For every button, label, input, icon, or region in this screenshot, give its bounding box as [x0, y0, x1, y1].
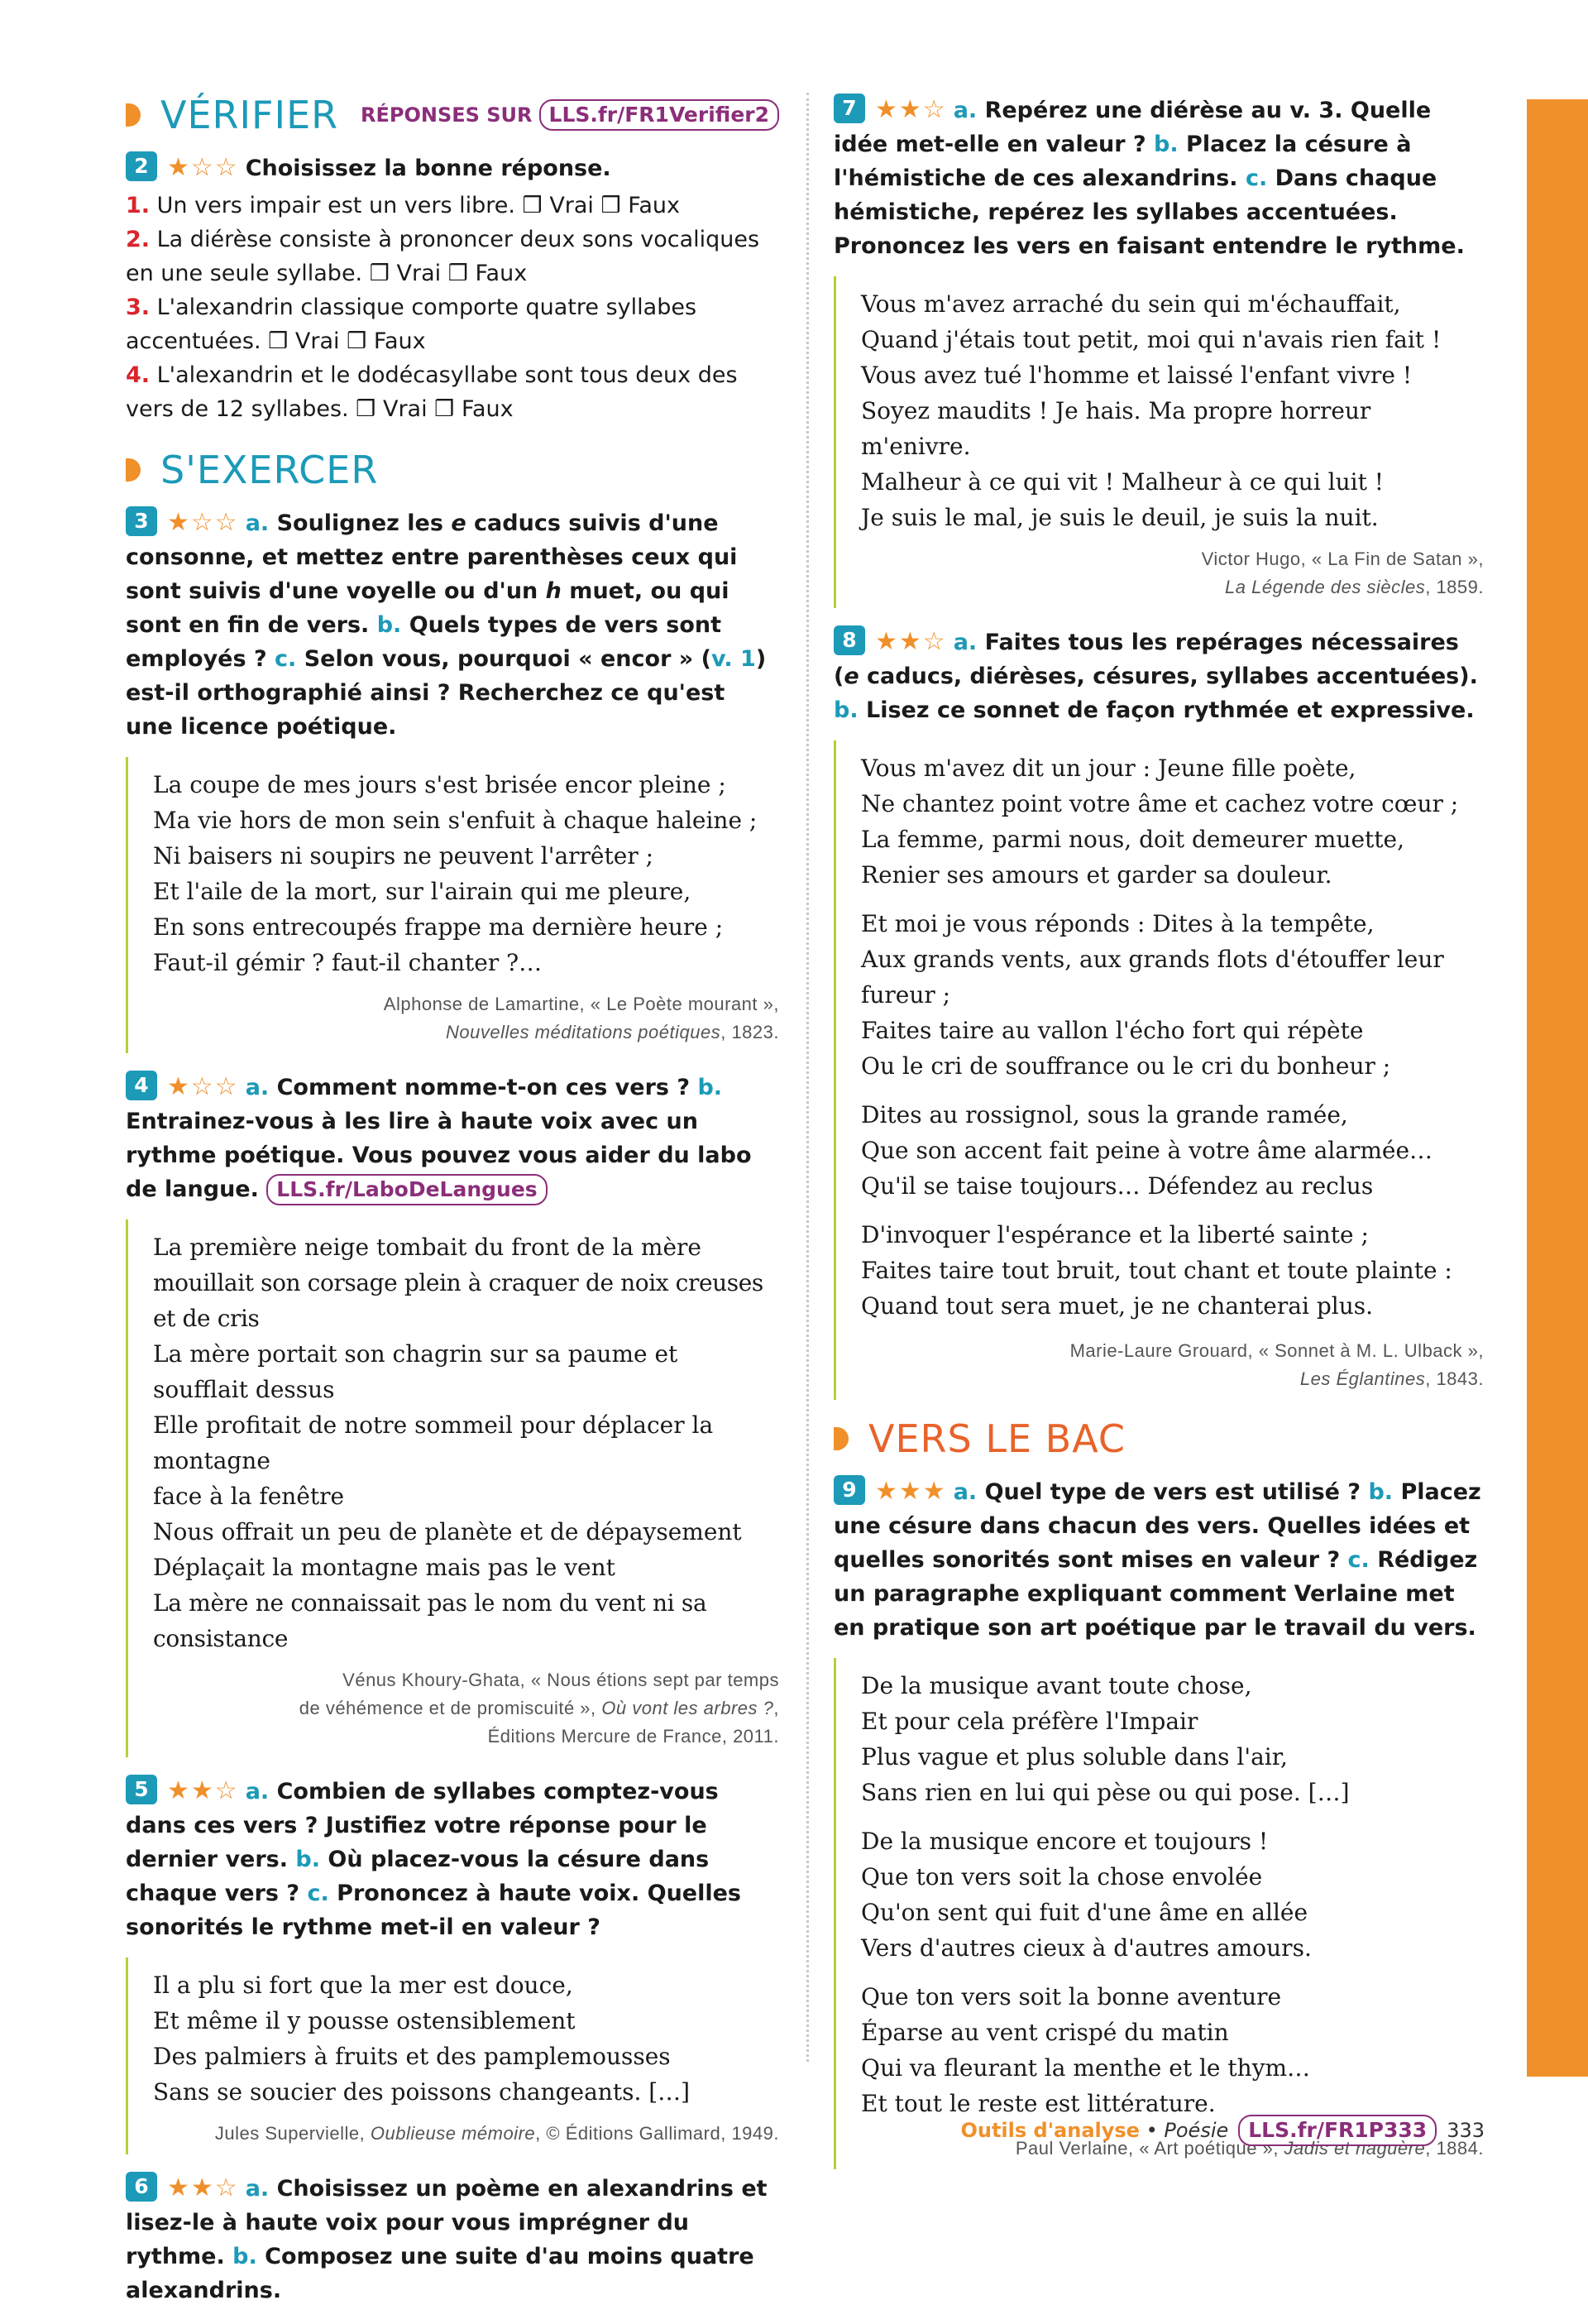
- verse-line: Qu'on sent qui fuit d'une âme en allée: [861, 1899, 1308, 1926]
- verse-line: Ma vie hors de mon sein s'enfuit à chaque haleine ;: [153, 807, 758, 834]
- verse-line: Éparse au vent crispé du matin: [861, 2019, 1229, 2046]
- verse-line: Plus vague et plus soluble dans l'air,: [861, 1743, 1288, 1771]
- verse-line: Quand tout sera muet, je ne chanterai plus.: [861, 1292, 1373, 1320]
- right-column: [834, 93, 1484, 2186]
- stanza: [861, 906, 1484, 1084]
- poem-excerpt: [126, 1957, 779, 2154]
- poem-excerpt: [834, 276, 1484, 608]
- exercise-5: [126, 1774, 779, 2154]
- column-divider: [806, 93, 809, 2062]
- verse-line: Soyez maudits ! Je hais. Ma propre horreur m'enivre.: [861, 397, 1371, 460]
- verse-line: Déplaçait la montagne mais pas le vent: [153, 1554, 615, 1581]
- verse-line: Malheur à ce qui vit ! Malheur à ce qui luit !: [861, 468, 1385, 496]
- poem-excerpt: [126, 1220, 779, 1757]
- stanza: [861, 1097, 1484, 1204]
- section-title-exercer: S'EXERCER: [160, 448, 379, 492]
- verse-line: Faites taire au vallon l'écho fort qui répète: [861, 1017, 1364, 1044]
- difficulty-stars-icon: ★☆☆: [167, 508, 239, 537]
- footer-page-link[interactable]: LLS.fr/FR1P333: [1238, 2115, 1437, 2146]
- verse-line: La femme, parmi nous, doit demeurer muette,: [861, 826, 1405, 853]
- poem-source: Alphonse de Lamartine, « Le Poète mourant », Nouvelles méditations poétiques, 1823.: [383, 994, 779, 1042]
- poem-excerpt: [834, 1658, 1484, 2169]
- exercise-number: 4: [126, 1071, 157, 1100]
- verse-line: Dites au rossignol, sous la grande ramée,: [861, 1101, 1348, 1128]
- exercise-6: [126, 2171, 779, 2307]
- exercise-number: 8: [834, 625, 865, 655]
- exercise-number: 9: [834, 1475, 865, 1505]
- exercise-number: 6: [126, 2172, 157, 2202]
- exercise-8: [834, 625, 1484, 1400]
- page-footer: [960, 2115, 1485, 2146]
- poem-source: Marie-Laure Grouard, « Sonnet à M. L. Ulback », Les Églantines, 1843.: [1069, 1340, 1484, 1389]
- verse-line: Sans se soucier des poissons changeants. […]: [153, 2078, 691, 2106]
- verse-line: Ne chantez point votre âme et cachez votre cœur ;: [861, 790, 1459, 817]
- exercise-instruction: 3 ★☆☆ a. Soulignez les e caducs suivis d'une consonne, et mettez entre parenthèses ceux qui sont suivis d'une voyelle ou d'un h muet, ou qui sont en fin de vers. b. Quels types de vers sont employés ? c. Selon vous, pourquoi « encor » (v. 1) est-il orthographié ainsi ? Recherchez ce qu'est une licence poétique.: [126, 508, 767, 740]
- verse-line: Que ton vers soit la bonne aventure: [861, 1983, 1282, 2010]
- verse-line: Renier ses amours et garder sa douleur.: [861, 861, 1332, 889]
- verse-line: Il a plu si fort que la mer est douce,: [153, 1972, 573, 1999]
- stanza: [861, 750, 1484, 893]
- exercise-instruction: 8 ★★☆ a. Faites tous les repérages nécessaires (e caducs, diérèses, césures, syllabes accentuées). b. Lisez ce sonnet de façon rythmée et expressive.: [834, 627, 1478, 723]
- section-verifier-header: [126, 93, 779, 137]
- exercise-3: [126, 506, 779, 1053]
- verse-line: Ni baisers ni soupirs ne peuvent l'arrêter ;: [153, 842, 654, 870]
- left-column: [126, 93, 779, 2324]
- list-item: 2. La diérèse consiste à prononcer deux sons vocaliques en une seule syllabe. ❒ Vrai ❒ Faux: [126, 227, 760, 286]
- exercise-instruction: 6 ★★☆ a. Choisissez un poème en alexandrins et lisez-le à haute voix pour vous imprégner du rythme. b. Composez une suite d'au moins quatre alexandrins.: [126, 2173, 768, 2303]
- poem-source: Vénus Khoury-Ghata, « Nous étions sept par temps de véhémence et de promiscuité », Où vont les arbres ?, Éditions Mercure de France, 2011.: [299, 1670, 779, 1747]
- labo-langues-link[interactable]: LLS.fr/LaboDeLangues: [266, 1174, 547, 1205]
- verse-line: Et tout le reste est littérature.: [861, 2090, 1216, 2117]
- list-item: 3. L'alexandrin classique comporte quatre syllabes accentuées. ❒ Vrai ❒ Faux: [126, 295, 697, 354]
- verse-line: Ou le cri de souffrance ou le cri du bonheur ;: [861, 1052, 1391, 1080]
- verse-line: Vous avez tué l'homme et laissé l'enfant vivre !: [861, 362, 1413, 389]
- verse-line: Des palmiers à fruits et des pamplemousses: [153, 2043, 671, 2070]
- exercise-2: [126, 151, 779, 426]
- section-bac-header: [834, 1416, 1484, 1461]
- exercise-instruction: 9 ★★★ a. Quel type de vers est utilisé ? b. Placez une césure dans chacun des vers. Quelles idées et quelles sonorités sont mises en valeur ? c. Rédigez un paragraphe expliquant comment Verlaine met en pratique son art poétique par le travail du vers.: [834, 1477, 1481, 1641]
- verse-line: face à la fenêtre: [153, 1483, 345, 1510]
- exercise-4: [126, 1070, 779, 1757]
- verse-line: Je suis le mal, je suis le deuil, je suis la nuit.: [861, 504, 1379, 531]
- exercise-number: 7: [834, 93, 865, 123]
- exercise-instruction: 7 ★★☆ a. Repérez une diérèse au v. 3. Quelle idée met-elle en valeur ? b. Placez la césure à l'hémistiche de ces alexandrins. c. Dans chaque hémistiche, repérez les syllabes accentuées. Prononcez les vers en faisant entendre le rythme.: [834, 95, 1465, 259]
- verse-line: Et pour cela préfère l'Impair: [861, 1708, 1198, 1735]
- verse-line: Qui va fleurant la menthe et le thym…: [861, 2054, 1311, 2082]
- page-number: 333: [1447, 2119, 1485, 2142]
- difficulty-stars-icon: ★★★: [875, 1477, 947, 1506]
- answers-label: RÉPONSES SUR: [361, 103, 533, 127]
- section-marker-icon: [126, 103, 141, 127]
- exercise-instruction: Choisissez la bonne réponse.: [245, 156, 611, 181]
- list-item: 4. L'alexandrin et le dodécasyllabe sont tous deux des vers de 12 syllabes. ❒ Vrai ❒ Faux: [126, 362, 738, 422]
- stanza: [861, 1668, 1484, 1810]
- exercise-9: [834, 1474, 1484, 2169]
- verse-line: De la musique encore et toujours !: [861, 1828, 1269, 1855]
- verse-line: Vous m'avez arraché du sein qui m'échauffait,: [861, 290, 1401, 318]
- difficulty-stars-icon: ★☆☆: [167, 1072, 239, 1101]
- stanza: [861, 1823, 1484, 1966]
- verse-line: Que son accent fait peine à votre âme alarmée…: [861, 1137, 1433, 1164]
- footer-subject: Poésie: [1164, 2119, 1229, 2142]
- section-title-verifier: VÉRIFIER: [160, 93, 339, 137]
- exercise-number: 2: [126, 151, 157, 181]
- answers-link[interactable]: LLS.fr/FR1Verifier2: [539, 99, 779, 131]
- exercise-number: 5: [126, 1775, 157, 1804]
- chapter-edge-tab: [1527, 99, 1588, 2077]
- verse-line: mouillait son corsage plein à craquer de noix creuses et de cris: [153, 1269, 763, 1332]
- difficulty-stars-icon: ★☆☆: [167, 153, 239, 182]
- exercise-instruction: 4 ★☆☆ a. Comment nomme-t-on ces vers ? b. Entrainez-vous à les lire à haute voix avec un rythme poétique. Vous pouvez vous aider du labo de langue. LLS.fr/LaboDeLangues: [126, 1070, 779, 1206]
- verse-line: Qu'il se taise toujours… Défendez au reclus: [861, 1172, 1374, 1200]
- verse-line: Elle profitait de notre sommeil pour déplacer la montagne: [153, 1411, 714, 1474]
- footer-separator: •: [1139, 2119, 1165, 2142]
- section-marker-icon: [834, 1427, 849, 1450]
- poem-excerpt: [834, 740, 1484, 1400]
- poem-source: Paul Verlaine, « Art poétique », Jadis et naguère, 1884.: [1015, 2138, 1484, 2159]
- verse-line: Et même il y pousse ostensiblement: [153, 2007, 576, 2034]
- difficulty-stars-icon: ★★☆: [875, 95, 947, 124]
- section-marker-icon: [126, 458, 141, 482]
- footer-category: Outils d'analyse: [960, 2119, 1140, 2142]
- exercise-number: 3: [126, 506, 157, 536]
- verse-line: Faut-il gémir ? faut-il chanter ?…: [153, 949, 543, 976]
- verse-line: La coupe de mes jours s'est brisée encor pleine ;: [153, 771, 726, 798]
- section-title-bac: VERS LE BAC: [868, 1416, 1126, 1461]
- verse-line: Et moi je vous réponds : Dites à la tempête,: [861, 910, 1375, 937]
- verse-line: Que ton vers soit la chose envolée: [861, 1863, 1263, 1890]
- section-exercer-header: [126, 448, 779, 492]
- poem-source: Jules Supervielle, Oublieuse mémoire, © Éditions Gallimard, 1949.: [214, 2123, 779, 2144]
- verse-line: Aux grands vents, aux grands flots d'étouffer leur fureur ;: [861, 946, 1444, 1009]
- exercise-7: [834, 93, 1484, 608]
- poem-source: Victor Hugo, « La Fin de Satan », La Légende des siècles, 1859.: [1201, 549, 1484, 597]
- verse-line: Vous m'avez dit un jour : Jeune fille poète,: [861, 755, 1356, 782]
- exercise-instruction: 5 ★★☆ a. Combien de syllabes comptez-vous dans ces vers ? Justifiez votre réponse pour le dernier vers. b. Où placez-vous la césure dans chaque vers ? c. Prononcez à haute voix. Quelles sonorités le rythme met-il en valeur ?: [126, 1776, 741, 1940]
- verse-line: De la musique avant toute chose,: [861, 1672, 1252, 1699]
- verse-line: La mère ne connaissait pas le nom du vent ni sa consistance: [153, 1589, 707, 1652]
- stanza: [861, 1979, 1484, 2121]
- verse-line: Nous offrait un peu de planète et de dépaysement: [153, 1518, 742, 1545]
- answers-callout: [361, 99, 779, 131]
- verse-line: Sans rien en lui qui pèse ou qui pose. […]: [861, 1779, 1350, 1806]
- stanza: [861, 1217, 1484, 1324]
- list-item: 1. Un vers impair est un vers libre. ❒ Vrai ❒ Faux: [126, 193, 680, 218]
- difficulty-stars-icon: ★★☆: [875, 627, 947, 656]
- verse-line: Quand j'étais tout petit, moi qui n'avais rien fait !: [861, 326, 1442, 353]
- difficulty-stars-icon: ★★☆: [167, 1776, 239, 1805]
- verse-line: Et l'aile de la mort, sur l'airain qui me pleure,: [153, 878, 691, 905]
- verse-line: Faites taire tout bruit, tout chant et toute plainte :: [861, 1257, 1452, 1284]
- poem-excerpt: [126, 757, 779, 1053]
- verse-line: En sons entrecoupés frappe ma dernière heure ;: [153, 913, 724, 941]
- verse-line: D'invoquer l'espérance et la liberté sainte ;: [861, 1221, 1369, 1248]
- true-false-list: [126, 189, 779, 426]
- difficulty-stars-icon: ★★☆: [167, 2173, 239, 2202]
- verse-line: La première neige tombait du front de la mère: [153, 1234, 702, 1261]
- verse-line: La mère portait son chagrin sur sa paume et soufflait dessus: [153, 1340, 678, 1403]
- verse-line: Vers d'autres cieux à d'autres amours.: [861, 1934, 1312, 1962]
